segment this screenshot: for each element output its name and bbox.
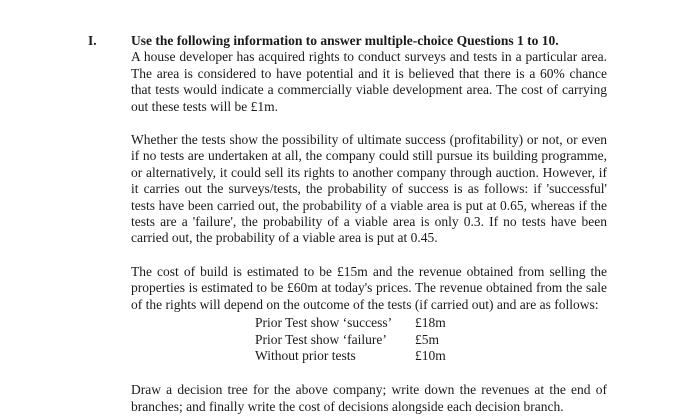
question-body <box>131 33 607 415</box>
row-value: £5m <box>415 331 440 347</box>
row-value: £18m <box>415 315 446 331</box>
table-row <box>255 332 446 348</box>
instruction-paragraph: Draw a decision tree for the above company; write down the revenues at the end of branches; and finally write the cost of decisions alongside each decision branch. <box>131 382 607 414</box>
row-label: Without prior tests <box>255 347 356 363</box>
table-row <box>255 348 446 364</box>
row-label: Prior Test show ‘failure’ <box>255 331 387 347</box>
intro-paragraph: A house developer has acquired rights to conduct surveys and tests in a particular area. The area is considered to have potential and it is believed that there is a 60% chance that tests would indicate a commercially viable development area. The cost of carrying out these tests will be £1m. <box>131 49 607 114</box>
row-label: Prior Test show ‘success’ <box>255 315 393 331</box>
cost-paragraph: The cost of build is estimated to be £15m and the revenue obtained from selling the properties is estimated to be £60m at today's prices. The revenue obtained from the sale of the rights will depend on the outcome of the tests (if carried out) and are as follows: <box>131 263 607 312</box>
scenario-paragraph: Whether the tests show the possibility of ultimate success (profitability) or not, or even if no tests are undertaken at all, the company could still pursue its building programme, or alternatively, it could sell its rights to another company through auction. However, if it carries out the surveys/tests, the probability of success is as follows: if 'successful' tests have been carried out, the probability of a viable area is put at 0.65, whereas if the tests are a 'failure', the probability of a viable area is only 0.3. If no tests have been carried out, the probability of a viable area is put at 0.45. <box>131 132 607 246</box>
table-row <box>255 315 446 331</box>
row-value: £10m <box>415 347 446 363</box>
question-heading: Use the following information to answer multiple-choice Questions 1 to 10. <box>131 33 559 48</box>
sale-of-rights-table <box>255 315 446 364</box>
question-number: I. <box>88 33 97 48</box>
